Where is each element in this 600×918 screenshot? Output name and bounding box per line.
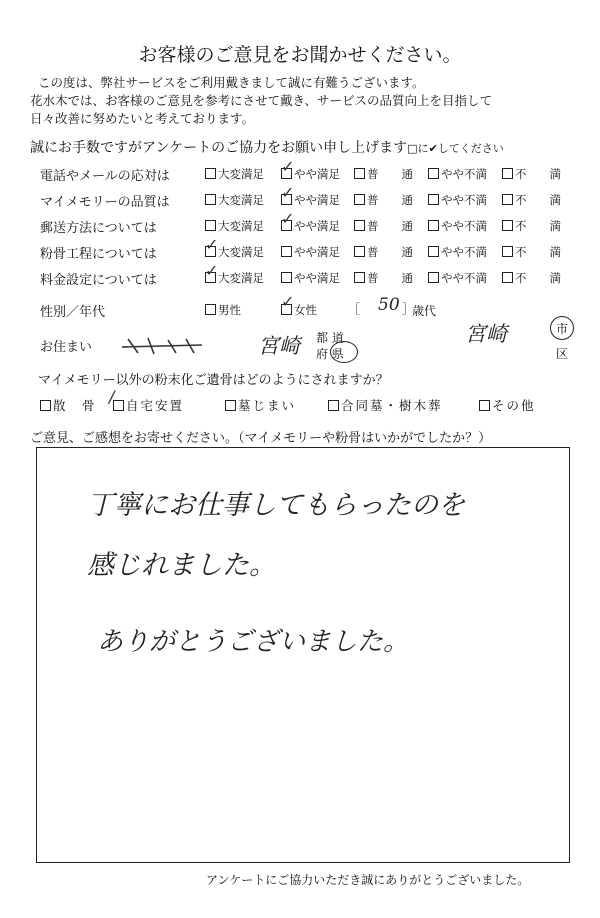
rating-option[interactable] <box>205 166 264 182</box>
rating-option-label: 大変満足 <box>218 219 264 233</box>
age-suffix: 歳代 <box>412 304 437 318</box>
survey-lead <box>30 137 504 157</box>
check-mark-icon: ✓ <box>281 209 295 228</box>
check-mark-icon: ✓ <box>205 235 219 254</box>
checkbox[interactable] <box>225 400 236 411</box>
remains-option[interactable] <box>479 396 536 414</box>
survey-lead-note: □に✔してください <box>407 142 504 155</box>
checkbox[interactable] <box>354 246 365 257</box>
scribble-icon <box>118 335 206 357</box>
age-open-bracket: ［ <box>348 302 361 316</box>
rating-option-label: 大変満足 <box>218 271 264 285</box>
checkbox[interactable] <box>428 272 439 283</box>
checkbox[interactable] <box>205 168 216 179</box>
check-mark-icon: ✓ <box>281 157 295 176</box>
check-mark-icon: / <box>109 387 117 406</box>
question-label: 郵送方法については <box>40 221 157 236</box>
rating-option-label: 不 満 <box>515 245 561 259</box>
rating-option[interactable] <box>281 209 340 234</box>
check-mark-icon: ✓ <box>281 183 295 202</box>
rating-option[interactable] <box>354 244 413 260</box>
rating-option-label: 不 満 <box>515 167 561 181</box>
remains-option-label: 散 骨 <box>53 398 97 413</box>
rating-option-label: やや不満 <box>441 193 487 207</box>
checkbox[interactable] <box>281 272 292 283</box>
comment-line: ありがとうございました。 <box>97 627 410 657</box>
intro-line-3: 日々改善に努めたいと考えております。 <box>30 111 255 126</box>
rating-option[interactable] <box>502 270 561 286</box>
rating-option[interactable] <box>354 192 413 208</box>
city-input[interactable]: 宮崎 <box>465 322 507 346</box>
rating-option[interactable] <box>205 261 264 286</box>
selected-circle-icon <box>550 316 574 340</box>
intro-line-2: 花水木では、お客様のご意見を参考にさせて戴き、サービスの品質向上を目指して <box>30 93 493 108</box>
rating-option-label: 大変満足 <box>218 167 264 181</box>
survey-lead-text: 誠にお手数ですがアンケートのご協力をお願い申し上げます <box>30 140 408 156</box>
crossed-out-writing <box>118 335 206 357</box>
rating-option[interactable] <box>354 218 413 234</box>
checkbox[interactable] <box>328 400 339 411</box>
rating-option-label: 不 満 <box>515 193 561 207</box>
gender-male-label: 男性 <box>218 303 241 317</box>
checkbox[interactable] <box>479 400 490 411</box>
remains-question: マイメモリー以外の粉末化ご遺骨はどのようにされますか？ <box>38 373 389 388</box>
checkbox[interactable] <box>354 220 365 231</box>
rating-option[interactable] <box>428 192 487 208</box>
rating-option[interactable] <box>354 270 413 286</box>
rating-option-label: 普 通 <box>367 271 413 285</box>
remains-option-label: 合同墓・樹木葬 <box>341 398 443 413</box>
checkbox[interactable] <box>428 194 439 205</box>
rating-option-label: 不 満 <box>515 219 561 233</box>
rating-option-label: やや不満 <box>441 167 487 181</box>
comment-box[interactable] <box>36 447 570 863</box>
age-close-bracket: ］ <box>402 302 415 316</box>
gender-female-option[interactable] <box>281 292 317 318</box>
checkbox[interactable] <box>502 168 513 179</box>
rating-option[interactable] <box>428 166 487 182</box>
rating-option-label: 大変満足 <box>218 193 264 207</box>
rating-option-label: やや満足 <box>294 167 340 181</box>
city-suffix-top: 市 <box>556 322 569 336</box>
rating-option-label: やや満足 <box>294 245 340 259</box>
prefecture-input[interactable]: 宮崎 <box>258 334 300 358</box>
checkbox[interactable] <box>502 194 513 205</box>
question-label: 粉骨工程については <box>40 247 157 262</box>
remains-option-label: 墓じまい <box>238 398 297 413</box>
city-suffix-bottom: 区 <box>556 347 569 361</box>
checkbox[interactable] <box>502 220 513 231</box>
checkbox[interactable] <box>40 400 51 411</box>
remains-option-label: その他 <box>492 398 536 413</box>
checkbox[interactable] <box>205 220 216 231</box>
page-title: お客様のご意見をお聞かせください。 <box>138 44 462 66</box>
comment-line: 感じれました。 <box>87 550 276 581</box>
rating-option-label: やや満足 <box>294 193 340 207</box>
rating-option[interactable] <box>281 244 340 260</box>
rating-option-label: 普 通 <box>367 167 413 181</box>
rating-option[interactable] <box>205 218 264 234</box>
remains-option[interactable] <box>328 396 443 414</box>
rating-option[interactable] <box>502 244 561 260</box>
rating-option-label: 普 通 <box>367 193 413 207</box>
gender-female-label: 女性 <box>294 303 317 317</box>
checkbox[interactable] <box>205 304 216 315</box>
gender-male-option[interactable] <box>205 302 241 318</box>
rating-option[interactable] <box>205 235 264 260</box>
rating-option[interactable] <box>502 218 561 234</box>
question-label: 料金設定については <box>40 273 157 288</box>
remains-option[interactable] <box>40 396 97 414</box>
address-label: お住まい <box>40 340 93 355</box>
rating-option[interactable] <box>502 192 561 208</box>
checkbox[interactable] <box>428 168 439 179</box>
prefecture-suffix-bottom: 府 県 <box>316 347 344 361</box>
rating-option-label: 普 通 <box>367 219 413 233</box>
rating-option[interactable] <box>281 157 340 182</box>
rating-option[interactable] <box>281 270 340 286</box>
gender-age-label: 性別／年代 <box>40 305 106 320</box>
remains-option-label: 自宅安置 <box>126 398 185 413</box>
rating-option[interactable] <box>502 166 561 182</box>
question-label: マイメモリーの品質は <box>40 195 170 210</box>
rating-option[interactable] <box>428 270 487 286</box>
intro-line-1: この度は、弊社サービスをご利用戴きまして誠に有難うございます。 <box>38 75 425 90</box>
comment-line: 丁寧にお仕事してもらったのを <box>87 490 465 521</box>
checkbox[interactable] <box>502 246 513 257</box>
checkbox[interactable] <box>428 220 439 231</box>
selected-circle-icon <box>330 341 358 363</box>
checkbox[interactable] <box>354 168 365 179</box>
rating-option-label: 不 満 <box>515 271 561 285</box>
checkbox[interactable] <box>354 272 365 283</box>
rating-option[interactable] <box>205 192 264 208</box>
rating-option-label: やや不満 <box>441 219 487 233</box>
checkbox[interactable] <box>281 246 292 257</box>
check-mark-icon: ✓ <box>281 292 295 311</box>
rating-option-label: やや満足 <box>294 219 340 233</box>
rating-option[interactable] <box>428 244 487 260</box>
rating-option[interactable] <box>354 166 413 182</box>
checkbox[interactable] <box>502 272 513 283</box>
remains-option[interactable] <box>225 396 296 414</box>
prefecture-suffix-top: 都 道 <box>316 331 344 345</box>
checkbox[interactable] <box>205 194 216 205</box>
checkbox[interactable] <box>428 246 439 257</box>
check-mark-icon: ✓ <box>205 261 219 280</box>
comment-prompt: ご意見、ご感想をお寄せください。（マイメモリーや粉骨はいかがでしたか？） <box>30 431 492 446</box>
rating-option-label: やや不満 <box>441 245 487 259</box>
rating-option-label: やや不満 <box>441 271 487 285</box>
rating-option-label: 普 通 <box>367 245 413 259</box>
checkbox[interactable] <box>354 194 365 205</box>
question-label: 電話やメールの応対は <box>40 169 170 184</box>
rating-option-label: 大変満足 <box>218 245 264 259</box>
footer-thanks: アンケートにご協力いただき誠にありがとうございました。 <box>206 873 530 887</box>
remains-option[interactable] <box>109 387 185 414</box>
rating-option[interactable] <box>281 183 340 208</box>
rating-option[interactable] <box>428 218 487 234</box>
age-value[interactable]: 50 <box>378 295 400 315</box>
rating-option-label: やや満足 <box>294 271 340 285</box>
